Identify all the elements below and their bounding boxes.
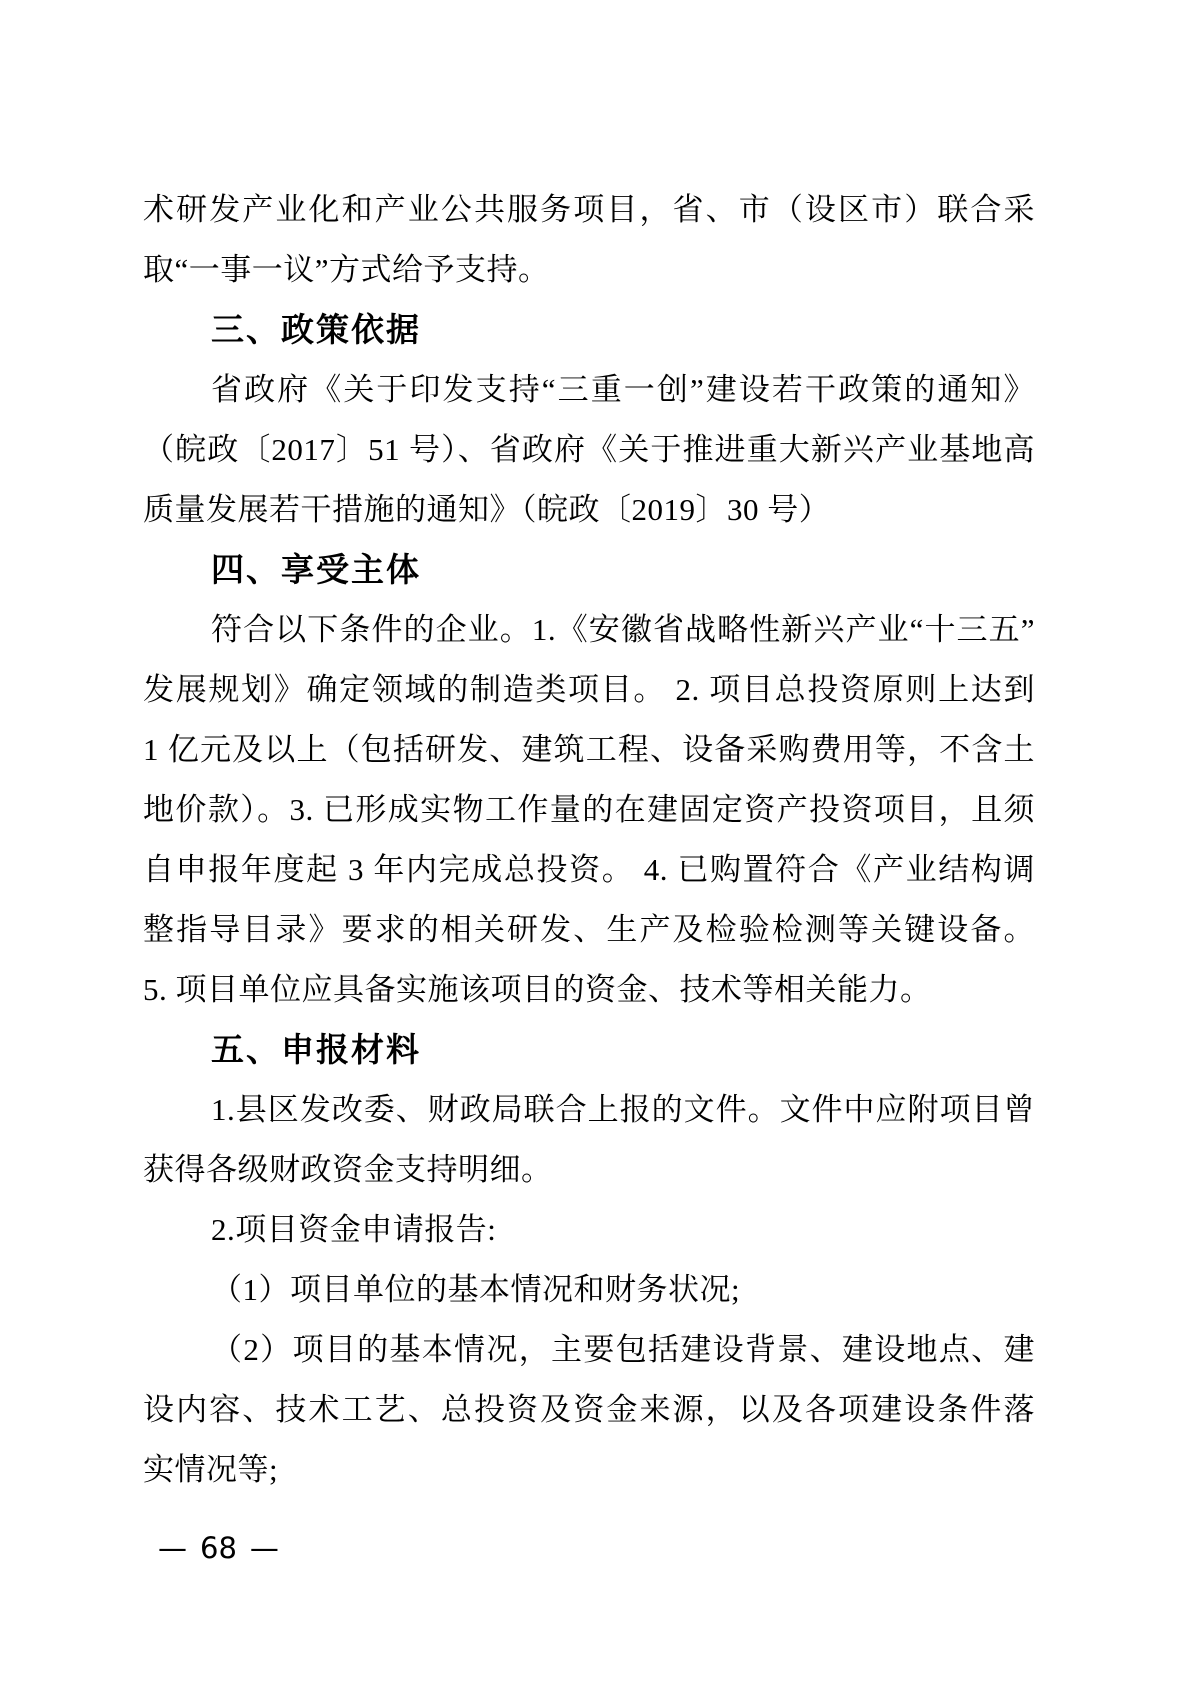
page-footer — [158, 1528, 279, 1568]
document-line: 省政府《关于印发支持“三重一创”建设若干政策的通知》 — [211, 372, 1035, 407]
section-heading-application-materials: 五、申报材料 — [211, 1031, 421, 1068]
document-line: 1 亿元及以上（包括研发、建筑工程、设备采购费用等，不含土 — [143, 732, 1035, 767]
document-line: 设内容、技术工艺、总投资及资金来源，以及各项建设条件落 — [143, 1392, 1035, 1427]
footer-dash-left: — — [158, 1531, 187, 1565]
document-line: 实情况等; — [143, 1452, 279, 1487]
document-line: （2）项目的基本情况，主要包括建设背景、建设地点、建 — [211, 1332, 1035, 1367]
document-line: 1.县区发改委、财政局联合上报的文件。文件中应附项目曾 — [211, 1092, 1035, 1127]
document-line: 发展规划》确定领域的制造类项目。 2. 项目总投资原则上达到 — [143, 672, 1035, 707]
document-line: 5. 项目单位应具备实施该项目的资金、技术等相关能力。 — [143, 972, 932, 1007]
document-line: （皖政〔2017〕51 号）、省政府《关于推进重大新兴产业基地高 — [143, 432, 1035, 467]
document-line: 获得各级财政资金支持明细。 — [143, 1152, 553, 1187]
section-heading-eligible-entities: 四、享受主体 — [211, 551, 421, 588]
document-line: （1）项目单位的基本情况和财务状况; — [211, 1272, 741, 1307]
document-line: 质量发展若干措施的通知》（皖政〔2019〕30 号） — [143, 492, 831, 527]
document-line: 符合以下条件的企业。1.《安徽省战略性新兴产业“十三五” — [211, 612, 1035, 647]
footer-dash-right: — — [249, 1531, 279, 1565]
page-number: 68 — [200, 1531, 237, 1565]
document-body — [143, 180, 1035, 1500]
document-line: 自申报年度起 3 年内完成总投资。 4. 已购置符合《产业结构调 — [143, 852, 1035, 887]
document-line: 整指导目录》要求的相关研发、生产及检验检测等关键设备。 — [143, 912, 1035, 947]
document-line: 2.项目资金申请报告: — [211, 1212, 497, 1247]
document-line: 地价款）。3. 已形成实物工作量的在建固定资产投资项目，且须 — [143, 792, 1035, 827]
document-line: 术研发产业化和产业公共服务项目，省、市（设区市）联合采 — [143, 192, 1035, 227]
document-line: 取“一事一议”方式给予支持。 — [143, 252, 550, 287]
section-heading-policy-basis: 三、政策依据 — [211, 311, 421, 348]
